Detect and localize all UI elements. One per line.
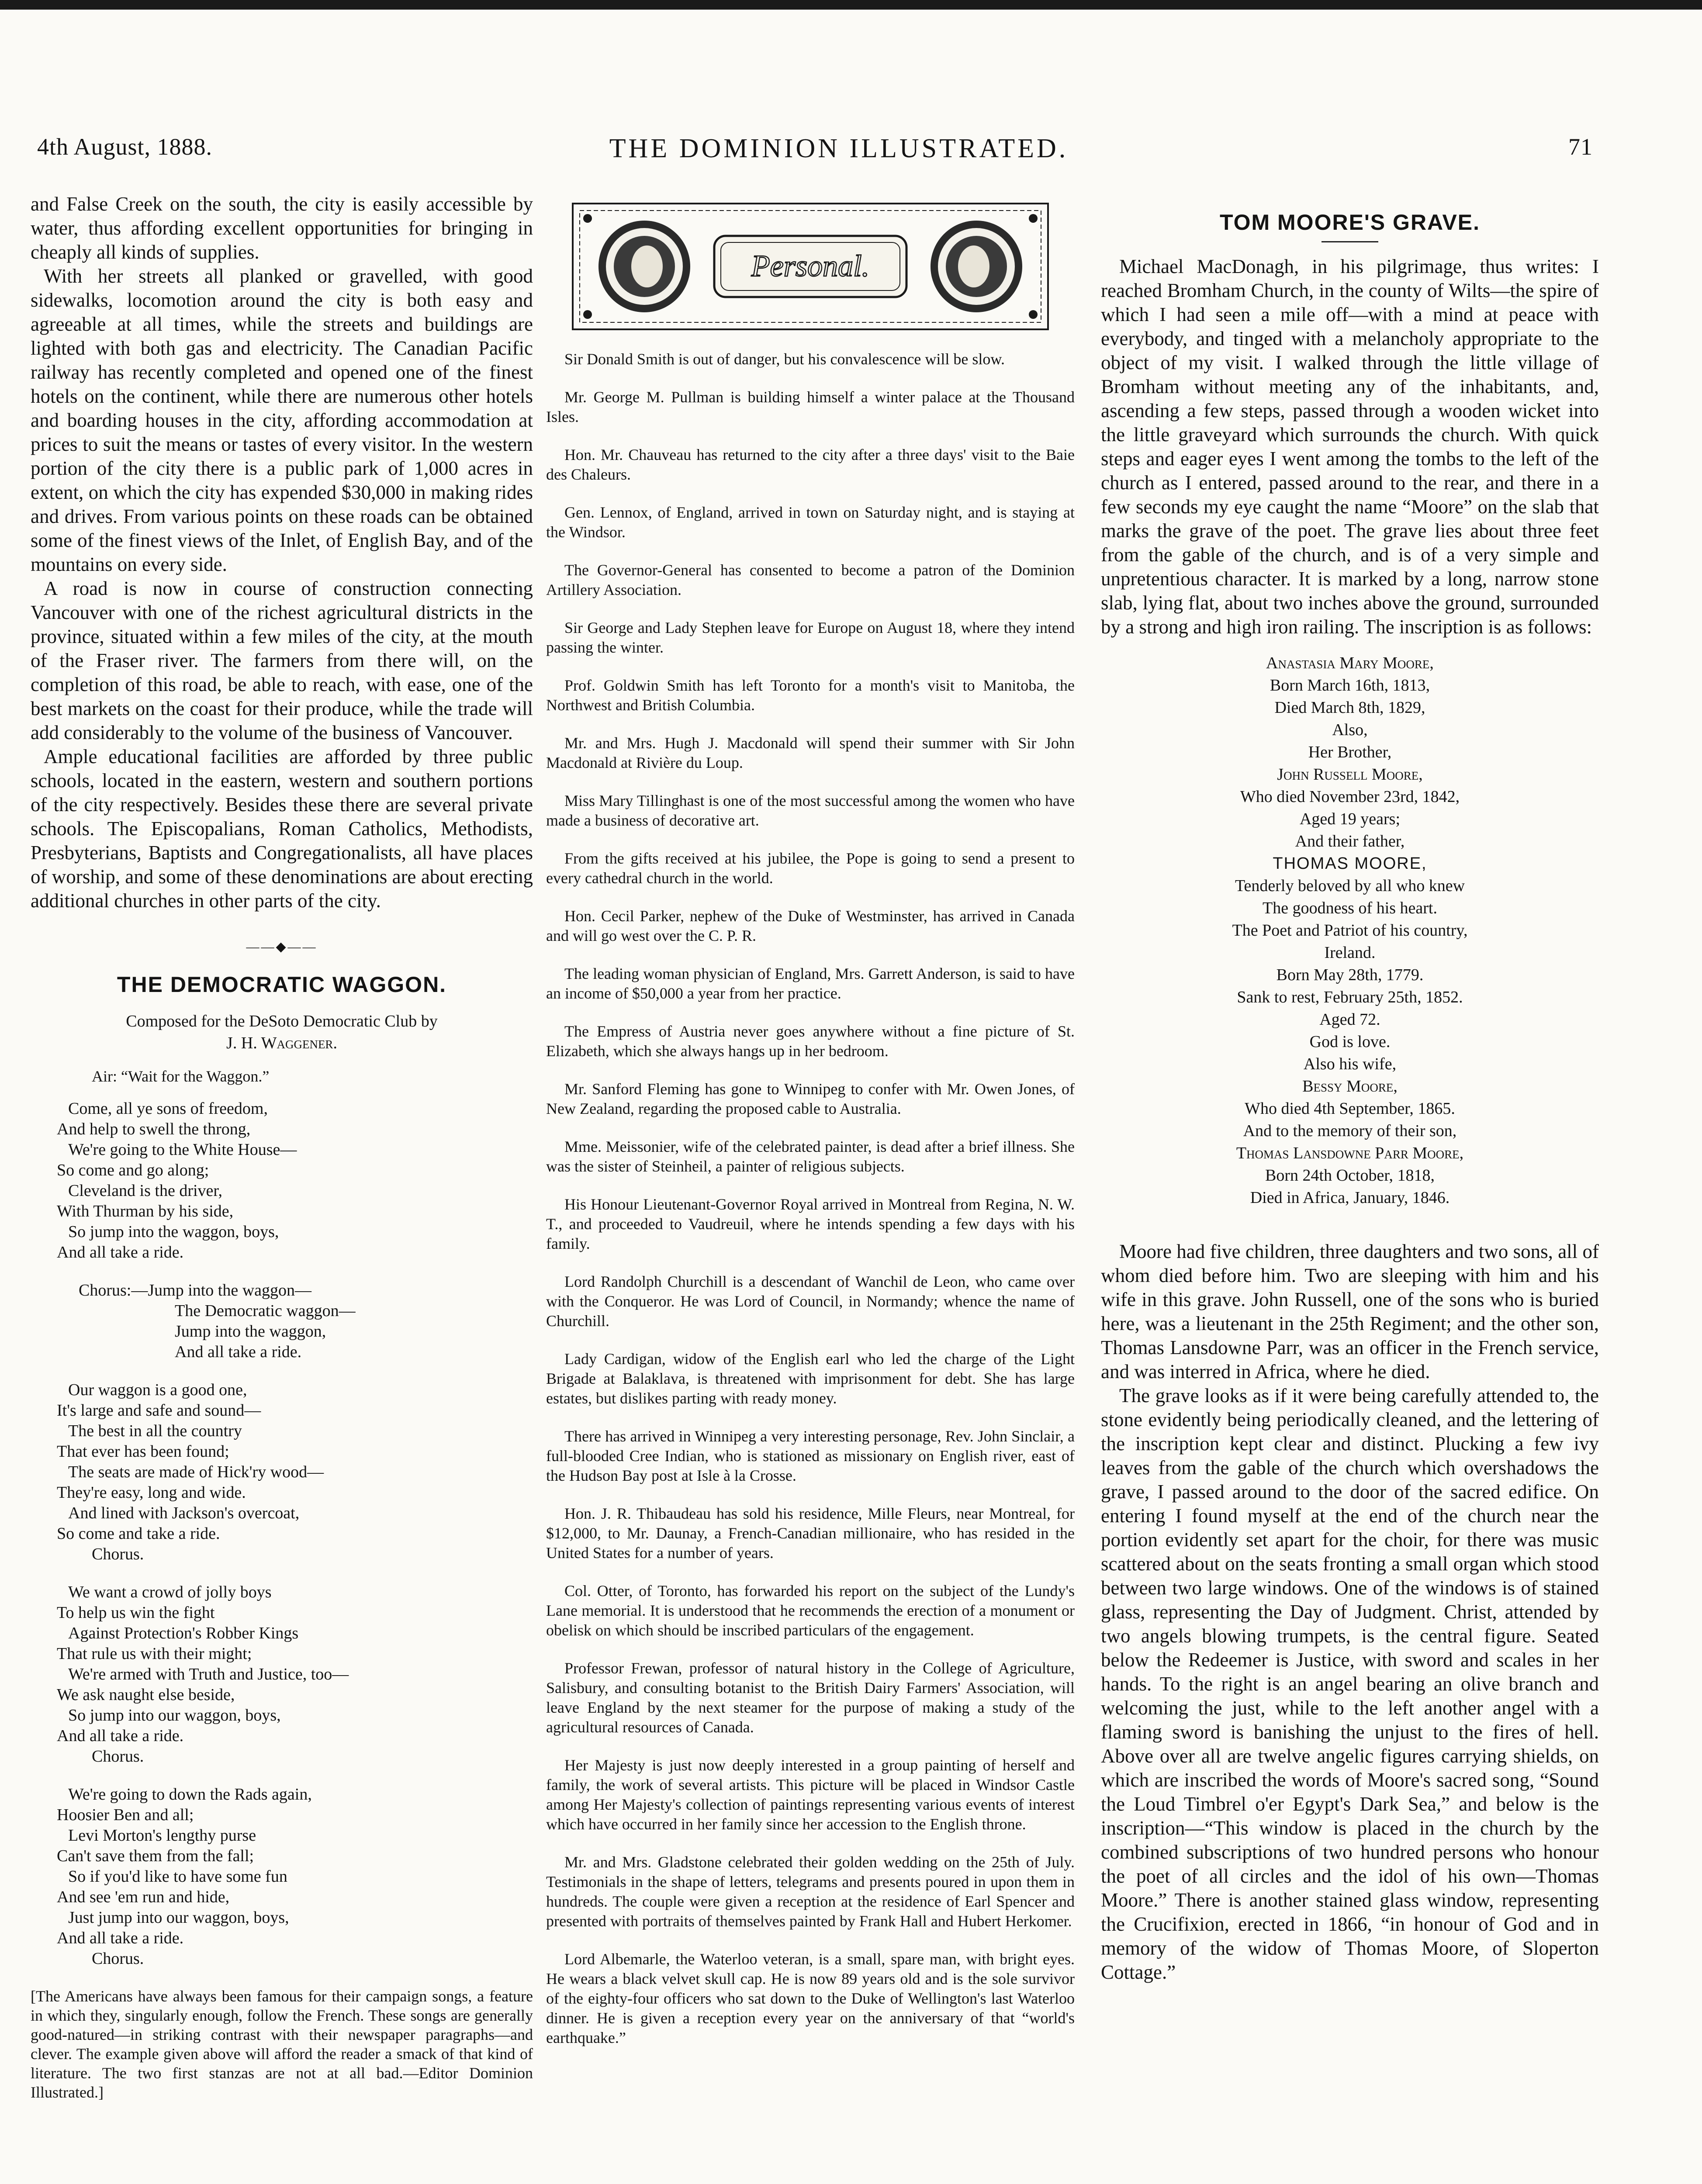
article-paragraph: Ample educational facilities are afforded by three public schools, located in the eastern, western and southern portions of the city respectively. Besides these there are several private schools. The Episcopalians, Roman Catholics, Methodists, Presbyterians, Baptists and Congregationalists, all have places of worship, and some of these denominations are about erecting additional churches in other parts of the city. [31,746,533,912]
poem-line: The best in all the country [68,1422,242,1440]
poem-air: Air: “Wait for the Waggon.” [92,1068,270,1085]
poem-line: And all take a ride. [57,1243,184,1261]
poem-line: And see 'em run and hide, [57,1888,230,1906]
poem-line: And all take a ride. [57,1727,184,1745]
personal-item: Hon. Cecil Parker, nephew of the Duke of Westminster, has arrived in Canada and will go west over the C. P. R. [546,907,1075,944]
poem-line: Hoosier Ben and all; [57,1806,194,1824]
personal-item: Lady Cardigan, widow of the English earl who led the charge of the Light Brigade at Balaklava, is threatened with imprisonment for debt. She has large estates, but dislikes parting with ready money. [546,1350,1075,1407]
article-paragraph: A road is now in course of construction connecting Vancouver with one of the richest agricultural districts in the province, situated within a few miles of the city, at the mouth of the Fraser river. The farmers from there will, on the completion of this road, be able to reach, with ease, one of the best markets on the coast for their produce, while the trade will add considerably to the volume of the business of Vancouver. [31,577,533,743]
inscription-line: Aged 72. [1319,1010,1380,1029]
poem-line: So come and take a ride. [57,1524,220,1543]
poem-line: And all take a ride. [175,1343,302,1361]
poem-line: Against Protection's Robber Kings [68,1624,299,1642]
poem-line: The Democratic waggon— [175,1302,356,1320]
personal-items [546,349,1075,2048]
inscription-line: God is love. [1309,1033,1391,1051]
personal-item: The leading woman physician of England, Mrs. Garrett Anderson, is said to have an income of $50,000 a year from her practice. [546,965,1075,1002]
poem-line: They're easy, long and wide. [57,1483,246,1502]
poem-line: It's large and safe and sound— [57,1401,261,1420]
editor-note: [The Americans have always been famous for their campaign songs, a feature in which they, singularly enough, follow the French. These songs are generally good-natured—in striking contrast with their newspaper paragraphs—and clever. The example given above will afford the reader a smack of that kind of literature. The two first stanzas are not at all bad.—Editor Dominion Illustrated.] [31,1987,533,2101]
personal-item: Mr. and Mrs. Hugh J. Macdonald will spend their summer with Sir John Macdonald at Rivière du Loup. [546,734,1075,771]
inscription-line: Who died November 23rd, 1842, [1240,788,1460,806]
poem-line: Just jump into our waggon, boys, [68,1908,289,1927]
poem-line: So jump into the waggon, boys, [68,1223,279,1241]
issue-date: 4th August, 1888. [37,134,213,160]
inscription-line: Her Brother, [1308,743,1392,761]
personal-item: Mr. Sanford Fleming has gone to Winnipeg to confer with Mr. Owen Jones, of New Zealand, regarding the proposed cable to Australia. [546,1080,1075,1117]
inscription-line: And their father, [1295,832,1405,850]
personal-item: Sir George and Lady Stephen leave for Europe on August 18, where they intend passing the winter. [546,619,1075,656]
personal-banner [570,201,1051,332]
personal-item: Hon. J. R. Thibaudeau has sold his residence, Mille Fleurs, near Montreal, for $12,000, to Mr. Daunay, a French-Canadian millionaire, who has resided in the United States for a number of years. [546,1505,1075,1562]
personal-item: Lord Randolph Churchill is a descendant of Wanchil de Leon, who came over with the Conqueror. He was Lord of Council, in Normandy; whence the name of Churchill. [546,1273,1075,1330]
inscription-line: Ireland. [1324,943,1376,962]
inscription-line: Thomas Lansdowne Parr Moore, [1236,1144,1464,1162]
inscription-line: Tenderly beloved by all who knew [1235,877,1465,895]
poem-line: Can't save them from the fall; [57,1847,254,1865]
poem-line: Our waggon is a good one, [68,1381,247,1399]
article-paragraph: With her streets all planked or gravelled, with good sidewalks, locomotion around the city is both easy and agreeable at all times, while the streets and buildings are lighted with both gas and electricity. The Canadian Pacific railway has recently completed and opened one of the finest hotels on the continent, while there are numerous other hotels and boarding houses in the city, affording accommodation at prices to suit the means or tastes of every visitor. In the western portion of the city there is a public park of 1,000 acres in extent, on which the city has expended $30,000 in making rides and drives. From various points on these roads can be obtained some of the finest views of the Inlet, of English Bay, and of the mountains on every side. [31,265,533,575]
poem-line: So come and go along; [57,1161,209,1179]
column-right [1101,192,1599,1984]
personal-item: Professor Frewan, professor of natural history in the College of Agriculture, Salisbury, and consulting botanist to the British Dairy Farmers' Association, will leave England by the next steamer for the purpose of making a study of the agricultural resources of Canada. [546,1659,1075,1736]
personal-item: Mr. George M. Pullman is building himself a winter palace at the Thousand Isles. [546,388,1075,425]
article-paragraph: and False Creek on the south, the city is easily accessible by water, thus affording excellent opportunities for bringing in cheaply all kinds of supplies. [31,193,533,263]
inscription-line: Who died 4th September, 1865. [1245,1099,1455,1118]
personal-item: The Governor-General has consented to become a patron of the Dominion Artillery Association. [546,561,1075,598]
poem-stanza-4 [57,1784,533,1969]
personal-item: Sir Donald Smith is out of danger, but his convalescence will be slow. [564,350,1005,368]
poem-line: Cleveland is the driver, [68,1182,223,1200]
poem-line: We're going to down the Rads again, [68,1785,312,1804]
poem-line: Chorus:—Jump into the waggon— [79,1281,312,1299]
inscription-line: Died March 8th, 1829, [1274,698,1425,717]
poem-line: We're going to the White House— [68,1140,297,1159]
poem-stanza-1 [57,1099,533,1263]
inscription-line: Sank to rest, February 25th, 1852. [1237,988,1463,1006]
poem-line: And all take a ride. [57,1929,184,1947]
poem-title: THE DEMOCRATIC WAGGON. [117,972,447,997]
personal-item: Prof. Goldwin Smith has left Toronto for a month's visit to Manitoba, the Northwest and British Columbia. [546,677,1075,714]
masthead-title: THE DOMINION ILLUSTRATED. [609,134,1069,163]
inscription-line: Also his wife, [1303,1055,1397,1073]
poem-line: So if you'd like to have some fun [68,1867,287,1886]
inscription-line: Anastasia Mary Moore, [1266,654,1434,672]
inscription-line: Died in Africa, January, 1846. [1250,1189,1450,1207]
personal-item: The Empress of Austria never goes anywhere without a fine picture of St. Elizabeth, which she always hangs up in her bedroom. [546,1023,1075,1060]
inscription-line: Also, [1332,721,1368,739]
poem-line: And help to swell the throng, [57,1120,251,1138]
personal-banner-ornament [570,201,1051,332]
poem-line: We're armed with Truth and Justice, too— [68,1665,349,1683]
title-rule [1321,241,1378,242]
section-ornament: ——◆—— [246,940,318,954]
page-number: 71 [1568,134,1593,160]
poem-line: Levi Morton's lengthy purse [68,1826,256,1845]
article-paragraph: The grave looks as if it were being carefully attended to, the stone evidently being periodically cleaned, and the lettering of the inscription kept clear and distinct. Plucking a few ivy leaves from the gable of the church which overshadows the grave, I passed around to the door of the sacred edifice. On entering I found myself at the end of the church near the portion evidently set apart for the choir, for there was music scattered about on the seats fronting a small organ which stood between two large windows. One of the windows is of stained glass, representing the Day of Judgment. Christ, attended by two angels blowing trumpets, is the central figure. Seated below the Redeemer is Justice, with sword and scales in her hands. To the right is an angel bearing an olive branch and welcoming the just, while to the left another angel with a flaming sword is banishing the unjust to the fires of hell. Above over all are twelve angelic figures carrying shields, on which are inscribed the words of Moore's sacred song, “Sound the Loud Timbrel o'er Egypt's Dark Sea,” and below is the inscription—“This window is placed in the church by the combined subscriptions of two hundred persons who honour the poet of all circles and the idol of his own—Thomas Moore.” There is another stained glass window, representing the Crucifixion, erected in 1866, “in honour of God and in memory of the widow of Thomas Moore, of Sloperton Cottage.” [1101,1385,1599,1983]
poem-line: With Thurman by his side, [57,1202,234,1220]
article-paragraph: Michael MacDonagh, in his pilgrimage, thus writes: I reached Bromham Church, in the county of Wilts—the spire of which I had seen a mile off—with a mind at peace with everybody, and tinged with a melancholy appropriate to the object of my visit. I walked through the little village of Bromham without meeting any of the inhabitants, and, ascending a few steps, passed through a wooden wicket into the little graveyard which surrounds the church. With quick steps and eager eyes I went among the tombs to the left of the church as I entered, passed around to the rear, and there in a few seconds my eye caught the name “Moore” on the slab that marks the grave of the poet. The grave lies about three feet from the gable of the church, and is of a very simple and unpretentious character. It is marked by a long, narrow stone slab, lying flat, about two inches above the ground, surrounded by a strong and high iron railing. The inscription is as follows: [1101,256,1599,638]
poem-stanza-2 [57,1380,533,1565]
inscription-line: Born 24th October, 1818, [1265,1166,1435,1185]
poem-line: The seats are made of Hick'ry wood— [68,1463,324,1481]
vancouver-article [31,192,533,913]
inscription-line: THOMAS MOORE, [1273,854,1427,873]
poem-chorus-ref: Chorus. [92,1545,144,1563]
personal-banner-text: Personal. [751,249,870,283]
poem-line: So jump into our waggon, boys, [68,1706,281,1724]
column-left [31,192,533,2102]
poem-line: To help us win the fight [57,1603,215,1622]
poem-line: We want a crowd of jolly boys [68,1583,272,1601]
personal-item: Hon. Mr. Chauveau has returned to the city after a three days' visit to the Baie des Chaleurs. [546,446,1075,483]
article-title: TOM MOORE'S GRAVE. [1219,210,1481,235]
inscription-line: Aged 19 years; [1299,810,1401,828]
poem-author: J. H. Waggener. [226,1034,337,1052]
personal-item: Miss Mary Tillinghast is one of the most successful among the women who have made a business of decorative art. [546,792,1075,829]
inscription-line: Born May 28th, 1779. [1276,966,1424,984]
inscription-line: Bessy Moore, [1302,1077,1398,1095]
poem-line: We ask naught else beside, [57,1686,235,1704]
poem-composed-by: Composed for the DeSoto Democratic Club by [126,1012,438,1030]
poem-line: And lined with Jackson's overcoat, [68,1504,300,1522]
poem-stanza-3 [57,1582,533,1767]
poem-chorus [31,1280,533,1362]
article-paragraph: Moore had five children, three daughters and two sons, all of whom died before him. Two are sleeping with him and his wife in this grave. John Russell, one of the sons who is buried here, was a lieutenant in the 25th Regiment; and the other son, Thomas Lansdowne Parr, was an officer in the French service, and was interred in Africa, where he died. [1101,1241,1599,1382]
page-top-edge [0,0,1702,10]
personal-item: His Honour Lieutenant-Governor Royal arrived in Montreal from Regina, N. W. T., and proceeded to Vaudreuil, where he intends spending a few days with his family. [546,1196,1075,1252]
personal-item: From the gifts received at his jubilee, the Pope is going to send a present to every cathedral church in the world. [546,850,1075,887]
grave-inscription [1101,652,1599,1209]
column-middle [546,192,1075,2066]
personal-item: Mme. Meissonier, wife of the celebrated painter, is dead after a brief illness. She was the sister of Steinheil, a painter of religious subjects. [546,1138,1075,1175]
poem-line: Come, all ye sons of freedom, [68,1099,268,1118]
personal-item: Lord Albemarle, the Waterloo veteran, is a small, spare man, with bright eyes. He wears a black velvet skull cap. He is now 89 years old and is the sole survivor of the eighty-four officers who sat down to the Duke of Wellington's last Waterloo dinner. He is given a reception every year on the anniversary of that “world's earthquake.” [546,1950,1075,2046]
inscription-line: The Poet and Patriot of his country, [1232,921,1468,940]
personal-item: Mr. and Mrs. Gladstone celebrated their golden wedding on the 25th of July. Testimonials in the shape of letters, telegrams and presents poured in upon them in hundreds. The couple were given a reception at the residence of Earl Spencer and presented with portraits of themselves painted by Frank Hall and Hubert Herkomer. [546,1853,1075,1930]
poem-line: That ever has been found; [57,1442,229,1461]
poem-chorus-ref: Chorus. [92,1949,144,1968]
inscription-line: Born March 16th, 1813, [1270,676,1430,695]
personal-item: Col. Otter, of Toronto, has forwarded his report on the subject of the Lundy's Lane memorial. It is understood that he recommends the erection of a monument or obelisk on which should be inscribed particulars of the engagement. [546,1582,1075,1639]
personal-item: There has arrived in Winnipeg a very interesting personage, Rev. John Sinclair, a full-blooded Cree Indian, who is stationed as missionary on English river, east of the Hudson Bay post at Isle à la Crosse. [546,1427,1075,1484]
inscription-line: The goodness of his heart. [1263,899,1437,917]
poem-line: That rule us with their might; [57,1645,252,1663]
poem-line: Jump into the waggon, [175,1322,326,1341]
inscription-line: John Russell Moore, [1277,765,1423,784]
personal-item: Her Majesty is just now deeply interested in a group painting of herself and family, the work of several artists. This picture will be placed in Windsor Castle among Her Majesty's collection of paintings representing various events of interest which have occurred in her family since her accession to the English throne. [546,1756,1075,1833]
poem-chorus-ref: Chorus. [92,1747,144,1766]
personal-item: Gen. Lennox, of England, arrived in town on Saturday night, and is staying at the Windsor. [546,504,1075,541]
inscription-line: And to the memory of their son, [1243,1122,1457,1140]
